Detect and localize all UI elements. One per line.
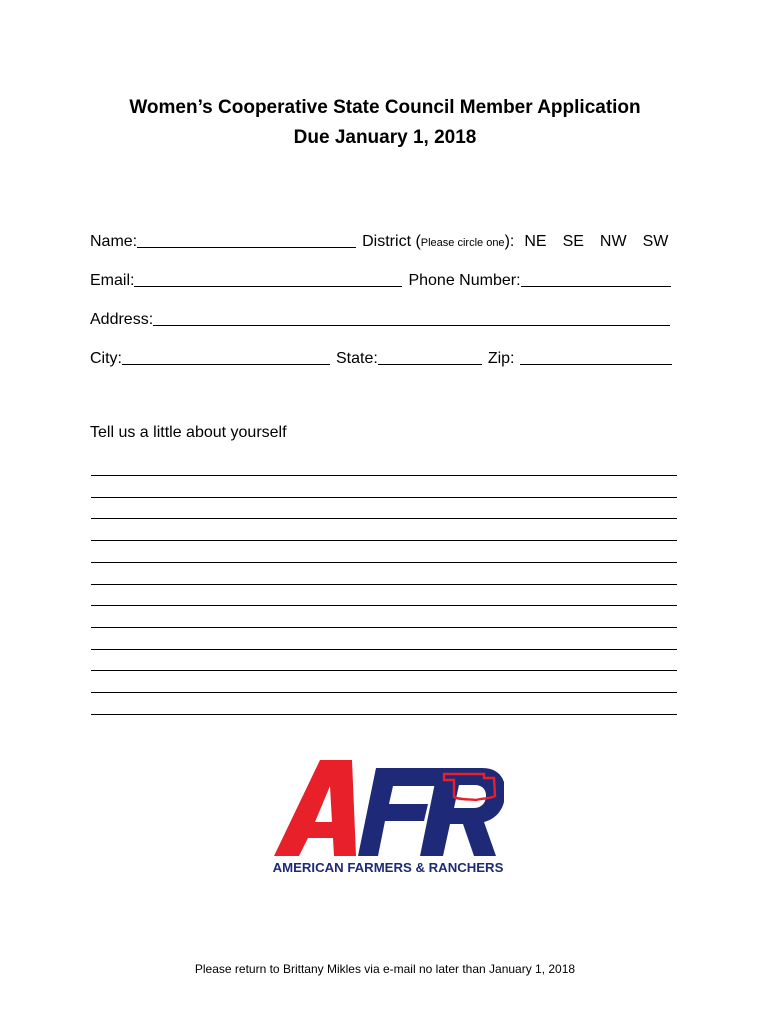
district-option-ne[interactable]: NE — [524, 233, 547, 250]
name-district-row — [90, 229, 680, 253]
state-label: State: — [336, 350, 378, 367]
district-close: ): — [504, 233, 515, 250]
due-date: Due January 1, 2018 — [293, 127, 477, 148]
about-line[interactable] — [91, 649, 677, 650]
afr-logo — [272, 756, 504, 878]
email-label: Email: — [90, 272, 135, 289]
district-label: District ( — [362, 233, 421, 250]
city-field[interactable] — [122, 348, 330, 365]
about-line[interactable] — [91, 605, 677, 606]
about-line[interactable] — [91, 584, 677, 585]
district-option-sw[interactable]: SW — [642, 233, 669, 250]
district-option-se[interactable]: SE — [562, 233, 584, 250]
about-line[interactable] — [91, 670, 677, 671]
about-line[interactable] — [91, 627, 677, 628]
about-line[interactable] — [91, 562, 677, 563]
email-phone-row — [90, 268, 680, 292]
city-state-zip-row — [90, 346, 680, 370]
logo-letter-a — [274, 760, 356, 856]
address-field[interactable] — [153, 309, 670, 326]
name-field[interactable] — [137, 231, 356, 248]
about-line[interactable] — [91, 692, 677, 693]
zip-field[interactable] — [520, 348, 672, 365]
about-prompt: Tell us a little about yourself — [90, 424, 287, 441]
logo-tagline: AMERICAN FARMERS & RANCHERS — [272, 860, 504, 875]
zip-label: Zip: — [487, 350, 515, 367]
address-row — [90, 307, 680, 331]
address-label: Address: — [90, 311, 154, 328]
about-line[interactable] — [91, 540, 677, 541]
about-line[interactable] — [91, 714, 677, 715]
about-line[interactable] — [91, 497, 677, 498]
email-field[interactable] — [134, 270, 402, 287]
about-line[interactable] — [91, 475, 677, 476]
state-field[interactable] — [378, 348, 482, 365]
district-hint: Please circle one — [420, 237, 505, 249]
city-label: City: — [90, 350, 122, 367]
form-title: Women’s Cooperative State Council Member Application — [129, 97, 641, 118]
return-instructions: Please return to Brittany Mikles via e-mail no later than January 1, 2018 — [194, 962, 576, 976]
phone-label: Phone Number: — [408, 272, 521, 289]
phone-field[interactable] — [521, 270, 671, 287]
about-line[interactable] — [91, 518, 677, 519]
district-option-nw[interactable]: NW — [599, 233, 627, 250]
name-label: Name: — [90, 233, 138, 250]
